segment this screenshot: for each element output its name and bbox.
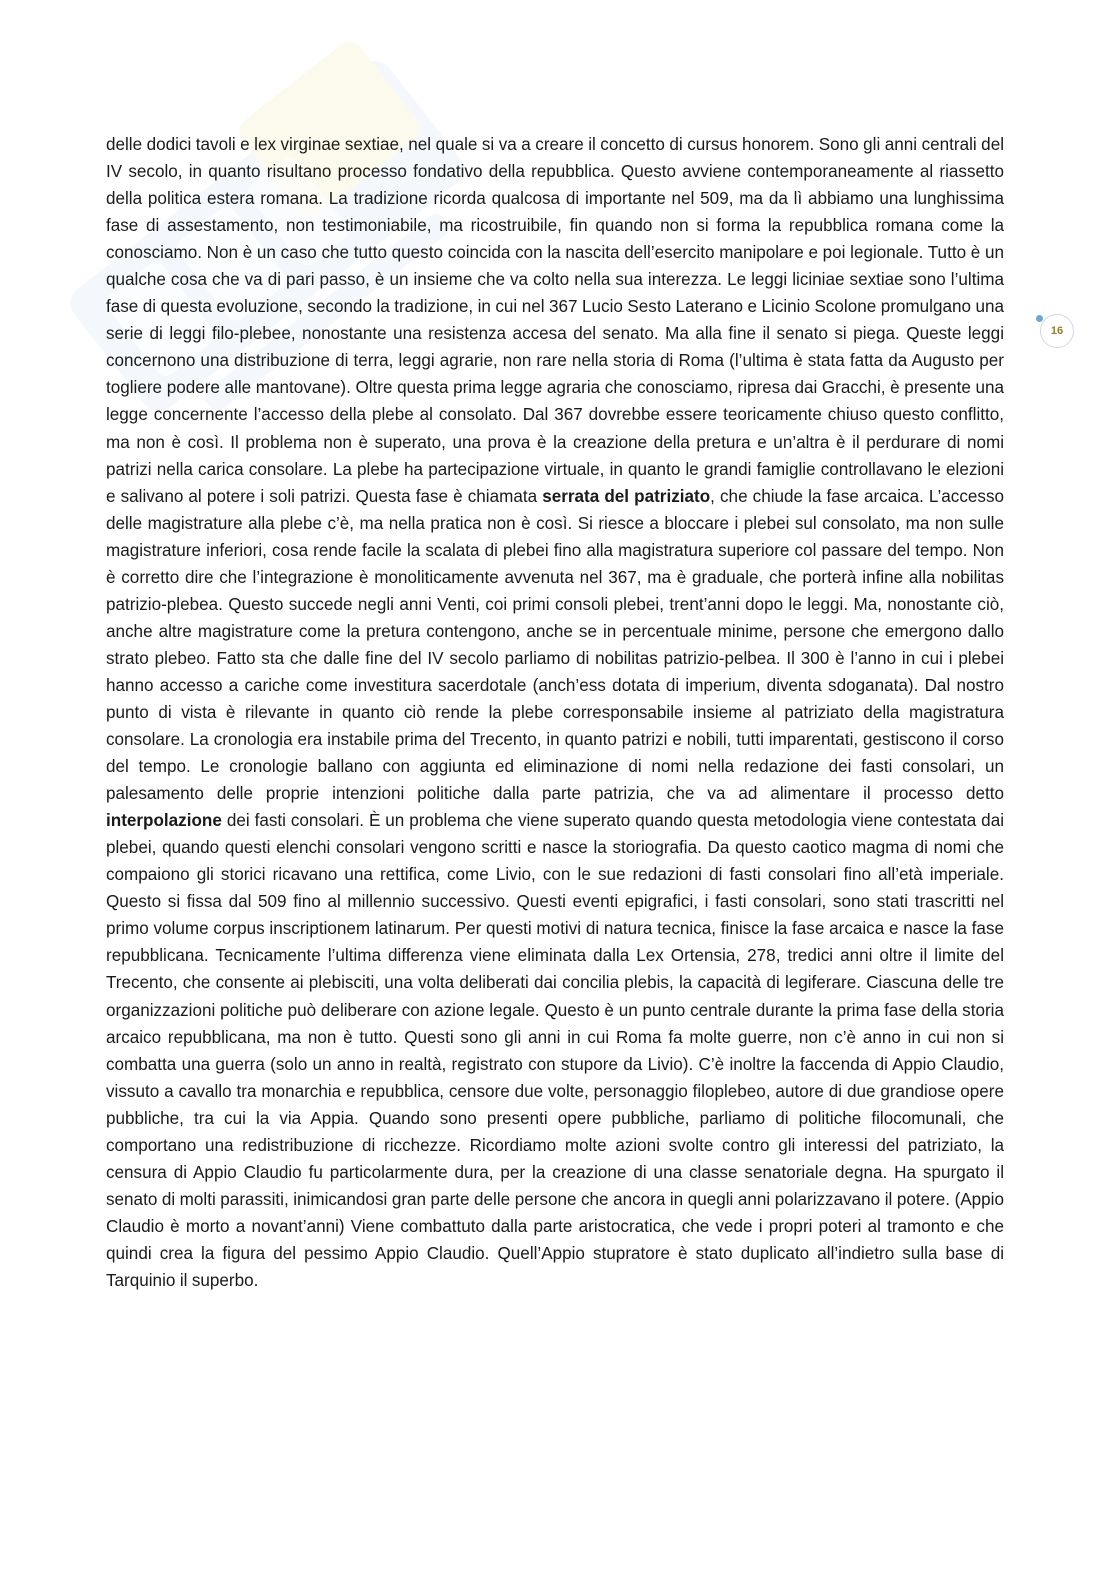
body-paragraph: [106, 131, 1004, 1294]
text-segment: , che chiude la fase arcaica. L’accesso delle magistrature alla plebe c’è, ma nella pratica non è così. Si riesce a bloccare i plebei sul consolato, ma non sulle magistrature inferiori, cosa rende facile la scalata di plebei fino alla magistratura superiore col passare del tempo. Non è corretto dire che l’integrazione è monoliticamente avvenuta nel 367, ma è graduale, che porterà infine alla nobilitas patrizio-plebea. Questo succede negli anni Venti, coi primi consoli plebei, trent’anni dopo le leggi. Ma, nonostante ciò, anche altre magistrature come la pretura contengono, anche se in percentuale minime, persone che emergono dallo strato plebeo. Fatto sta che dalle fine del IV secolo parliamo di nobilitas patrizio-pelbea. Il 300 è l’anno in cui i plebei hanno accesso a cariche come investitura sacerdotale (anch’ess dotata di imperium, diventa sdoganata). Dal nostro punto di vista è rilevante in quanto ciò rende la plebe corresponsabile insieme al patriziato della magistratura consolare. La cronologia era instabile prima del Trecento, in quanto patrizi e nobili, tutti imparentati, gestiscono il corso del tempo. Le cronologie ballano con aggiunta ed eliminazione di nomi nella redazione dei fasti consolari, un palesamento delle proprie intenzioni politiche dalla parte patrizia, che va ad alimentare il processo detto: [106, 486, 1004, 804]
body-text: [106, 131, 1004, 1294]
bold-term-interpolazione: interpolazione: [106, 811, 222, 831]
page-number: 16: [1050, 325, 1064, 337]
page-number-badge: [1040, 314, 1074, 348]
text-segment: delle dodici tavoli e lex virginae sextiae, nel quale si va a creare il concetto di cursus honorem. Sono gli anni centrali del IV secolo, in quanto risultano processo fondativo della repubblica. Questo avviene contemporaneamente al riassetto della politica estera romana. La tradizione ricorda qualcosa di importante nel 509, ma da lì abbiamo una lunghissima fase di assestamento, non testimoniabile, ma ricostruibile, fin quando non si forma la repubblica romana come la conosciamo. Non è un caso che tutto questo coincida con la nascita dell’esercito manipolare e poi legionale. Tutto è un qualche cosa che va di pari passo, è un insieme che va colto nella sua interezza. Le leggi liciniae sextiae sono l’ultima fase di questa evoluzione, secondo la tradizione, in cui nel 367 Lucio Sesto Laterano e Licinio Scolone promulgano una serie di leggi filo-plebee, nonostante una resistenza accesa del senato. Ma alla fine il senato si piega. Queste leggi concernono una distribuzione di terra, leggi agrarie, non rare nella storia di Roma (l’ultima è stata fatta da Augusto per togliere podere alle mantovane). Oltre questa prima legge agraria che conosciamo, ripresa dai Gracchi, è presente una legge concernente l’accesso della plebe al consolato. Dal 367 dovrebbe essere teoricamente chiuso questo conflitto, ma non è così. Il problema non è superato, una prova è la creazione della pretura e un’altra è il perdurare di nomi patrizi nella carica consolare. La plebe ha partecipazione virtuale, in quanto le grandi famiglie controllavano le elezioni e salivano al potere i soli patrizi. Questa fase è chiamata: [106, 135, 1004, 506]
text-segment: dei fasti consolari. È un problema che viene superato quando questa metodologia viene contestata dai plebei, quando questi elenchi consolari vengono scritti e nasce la storiografia. Da questo caotico magma di nomi che compaiono gli storici ricavano una rettifica, come Livio, con le sue redazioni di fasti consolari fino all’età imperiale. Questo si fissa dal 509 fino al millennio successivo. Questi eventi epigrafici, i fasti consolari, sono stati trascritti nel primo volume corpus inscriptionem latinarum. Per questi motivi di natura tecnica, finisce la fase arcaica e nasce la fase repubblicana. Tecnicamente l’ultima differenza viene eliminata dalla Lex Ortensia, 278, tredici anni oltre il limite del Trecento, che consente ai plebisciti, una volta deliberati dai concilia plebis, la capacità di legiferare. Ciascuna delle tre organizzazioni politiche può deliberare con azione legale. Questo è un punto centrale durante la prima fase della storia arcaico repubblicana, ma non è tutto. Questi sono gli anni in cui Roma fa molte guerre, non c’è anno in cui non si combatta una guerra (solo un anno in realtà, registrato con stupore da Livio). C’è inoltre la faccenda di Appio Claudio, vissuto a cavallo tra monarchia e repubblica, censore due volte, personaggio filoplebeo, autore di due grandiose opere pubbliche, tra cui la via Appia. Quando sono presenti opere pubbliche, parliamo di politiche filocomunali, che comportano una redistribuzione di ricchezze. Ricordiamo molte azioni svolte contro gli interessi del patriziato, la censura di Appio Claudio fu particolarmente dura, per la creazione di una classe senatoriale degna. Ha spurgato il senato di molti parassiti, inimicandosi gran parte delle persone che ancora in quegli anni polarizzavano il potere. (Appio Claudio è morto a novant’anni) Viene combattuto dalla parte aristocratica, che vede i propri poteri al tramonto e che quindi crea la figura del pessimo Appio Claudio. Quell’Appio stupratore è stato duplicato all’indietro sulla base di Tarquinio il superbo.: [106, 811, 1004, 1290]
bold-term-serrata-del-patriziato: serrata del patriziato: [542, 486, 711, 506]
